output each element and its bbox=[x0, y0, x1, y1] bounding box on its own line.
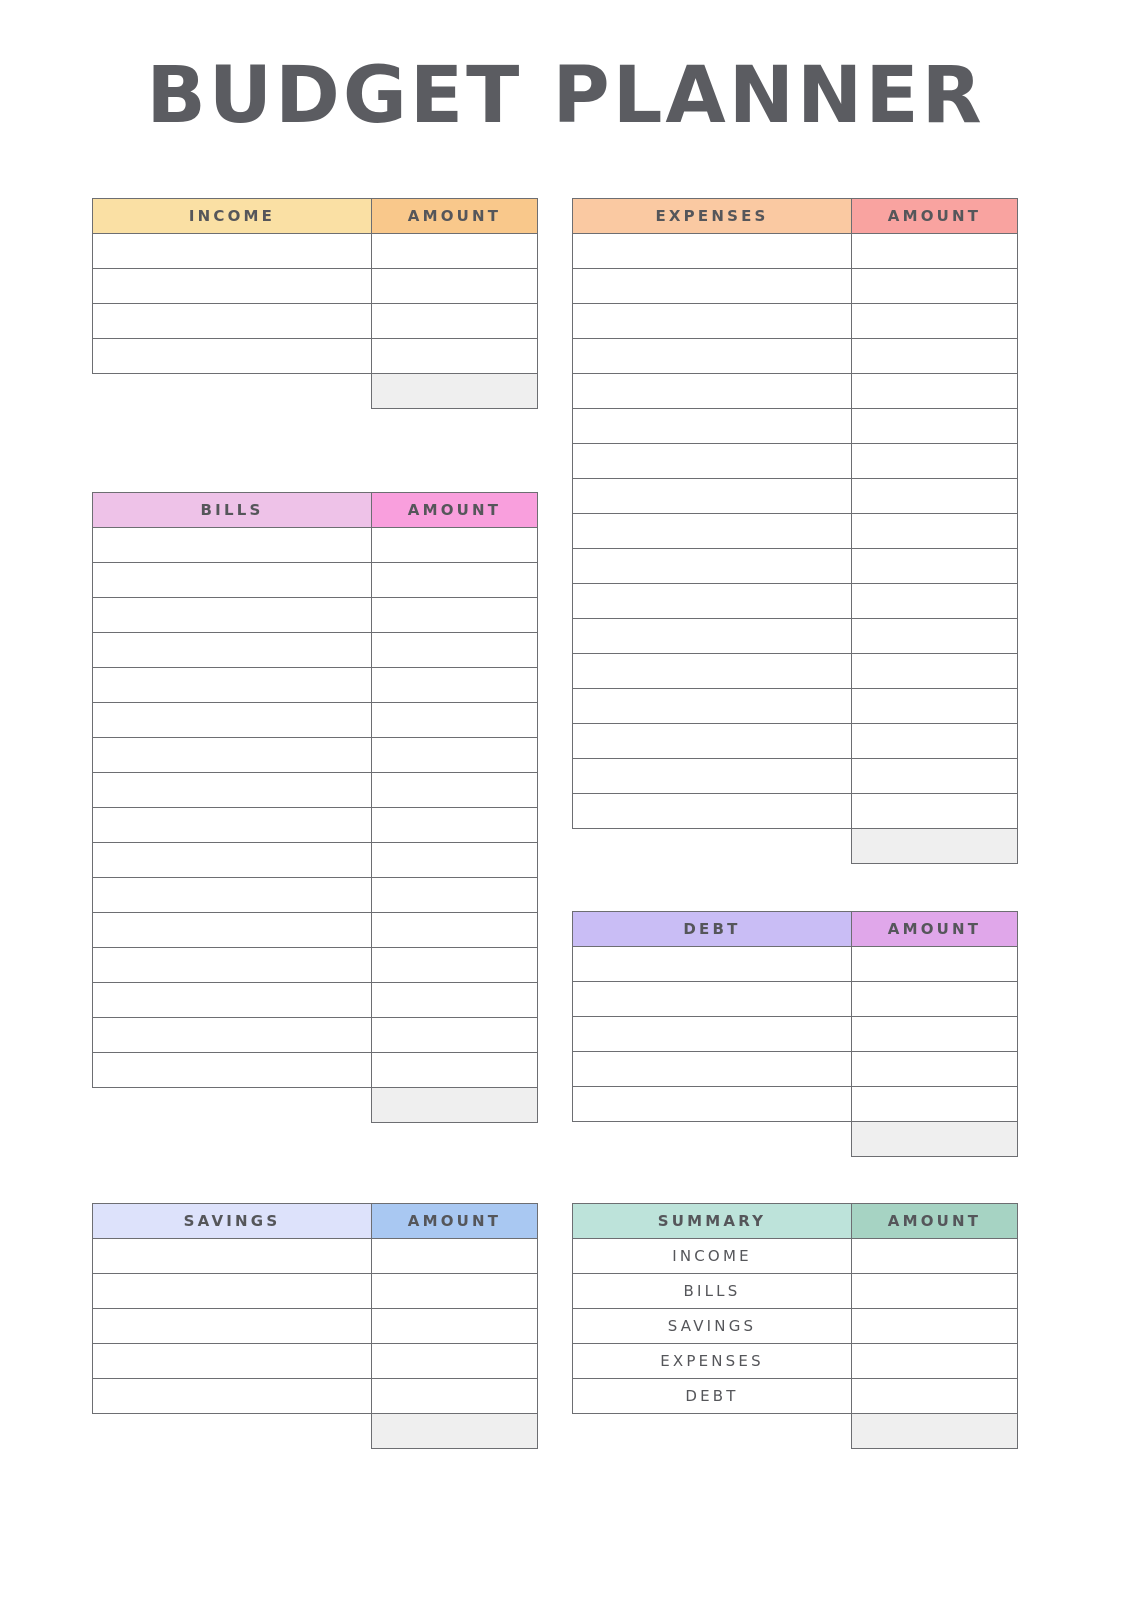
debt-row-0-label[interactable] bbox=[573, 947, 852, 982]
debt-row-4-label[interactable] bbox=[573, 1087, 852, 1122]
bills-row-15-label[interactable] bbox=[93, 1053, 372, 1088]
expenses-total-spacer bbox=[573, 829, 852, 864]
table-row[interactable] bbox=[573, 444, 1018, 479]
expenses-row-6-label[interactable] bbox=[573, 444, 852, 479]
table-row[interactable] bbox=[573, 304, 1018, 339]
income-row-1-amount[interactable] bbox=[372, 269, 538, 304]
summary-row-4-label: DEBT bbox=[573, 1379, 852, 1414]
income-total-row bbox=[93, 374, 538, 409]
summary-table bbox=[572, 1203, 1018, 1449]
summary-row-0-amount[interactable] bbox=[852, 1239, 1018, 1274]
expenses-row-12-amount[interactable] bbox=[852, 654, 1018, 689]
page-title: BUDGET PLANNER bbox=[146, 51, 985, 141]
table-row[interactable] bbox=[93, 1018, 538, 1053]
income-row-2-amount[interactable] bbox=[372, 304, 538, 339]
expenses-row-10-label[interactable] bbox=[573, 584, 852, 619]
bills-row-14-label[interactable] bbox=[93, 1018, 372, 1053]
summary-total-amount[interactable] bbox=[852, 1414, 1018, 1449]
expenses-header-amount: AMOUNT bbox=[852, 199, 1018, 234]
summary-header-row bbox=[573, 1204, 1018, 1239]
debt-header-label: DEBT bbox=[573, 912, 852, 947]
table-row[interactable] bbox=[93, 269, 538, 304]
summary-table-body bbox=[573, 1204, 1018, 1449]
table-row[interactable] bbox=[573, 374, 1018, 409]
expenses-row-9-amount[interactable] bbox=[852, 549, 1018, 584]
table-row[interactable] bbox=[93, 304, 538, 339]
table-row[interactable] bbox=[93, 983, 538, 1018]
income-table bbox=[92, 198, 538, 409]
table-row[interactable] bbox=[93, 773, 538, 808]
summary-row-3-label: EXPENSES bbox=[573, 1344, 852, 1379]
expenses-row-2-amount[interactable] bbox=[852, 304, 1018, 339]
debt-row-1-label[interactable] bbox=[573, 982, 852, 1017]
expenses-row-3-label[interactable] bbox=[573, 339, 852, 374]
expenses-row-15-amount[interactable] bbox=[852, 759, 1018, 794]
income-row-1-label[interactable] bbox=[93, 269, 372, 304]
table-row[interactable] bbox=[573, 619, 1018, 654]
bills-row-9-amount[interactable] bbox=[372, 843, 538, 878]
table-row[interactable] bbox=[573, 689, 1018, 724]
bills-row-13-amount[interactable] bbox=[372, 983, 538, 1018]
table-row[interactable] bbox=[93, 668, 538, 703]
bills-table bbox=[92, 492, 538, 1123]
expenses-header-label: EXPENSES bbox=[573, 199, 852, 234]
table-row[interactable] bbox=[573, 234, 1018, 269]
table-row[interactable] bbox=[573, 269, 1018, 304]
bills-row-10-label[interactable] bbox=[93, 878, 372, 913]
bills-row-11-label[interactable] bbox=[93, 913, 372, 948]
savings-row-1-amount[interactable] bbox=[372, 1274, 538, 1309]
bills-header-label: BILLS bbox=[93, 493, 372, 528]
expenses-row-16-amount[interactable] bbox=[852, 794, 1018, 829]
table-row[interactable] bbox=[573, 1017, 1018, 1052]
income-header-amount: AMOUNT bbox=[372, 199, 538, 234]
bills-row-4-label[interactable] bbox=[93, 668, 372, 703]
table-row[interactable] bbox=[93, 234, 538, 269]
bills-row-5-label[interactable] bbox=[93, 703, 372, 738]
bills-row-13-label[interactable] bbox=[93, 983, 372, 1018]
summary-row-1-amount[interactable] bbox=[852, 1274, 1018, 1309]
bills-row-2-label[interactable] bbox=[93, 598, 372, 633]
debt-total-spacer bbox=[573, 1122, 852, 1157]
expenses-row-5-label[interactable] bbox=[573, 409, 852, 444]
bills-row-2-amount[interactable] bbox=[372, 598, 538, 633]
savings-row-0-label[interactable] bbox=[93, 1239, 372, 1274]
expenses-row-5-amount[interactable] bbox=[852, 409, 1018, 444]
income-row-2-label[interactable] bbox=[93, 304, 372, 339]
expenses-row-10-amount[interactable] bbox=[852, 584, 1018, 619]
savings-total-spacer bbox=[93, 1414, 372, 1449]
summary-row-0-label: INCOME bbox=[573, 1239, 852, 1274]
summary-row-4-amount[interactable] bbox=[852, 1379, 1018, 1414]
table-row[interactable] bbox=[93, 913, 538, 948]
debt-table-body bbox=[573, 912, 1018, 1157]
income-header-label: INCOME bbox=[93, 199, 372, 234]
expenses-row-3-amount[interactable] bbox=[852, 339, 1018, 374]
table-row[interactable] bbox=[93, 563, 538, 598]
bills-row-3-amount[interactable] bbox=[372, 633, 538, 668]
table-row[interactable] bbox=[93, 703, 538, 738]
expenses-row-4-label[interactable] bbox=[573, 374, 852, 409]
expenses-row-1-amount[interactable] bbox=[852, 269, 1018, 304]
table-row[interactable] bbox=[573, 549, 1018, 584]
bills-header-row bbox=[93, 493, 538, 528]
expenses-row-13-amount[interactable] bbox=[852, 689, 1018, 724]
expenses-row-12-label[interactable] bbox=[573, 654, 852, 689]
bills-row-6-amount[interactable] bbox=[372, 738, 538, 773]
summary-row-3-amount[interactable] bbox=[852, 1344, 1018, 1379]
bills-row-12-amount[interactable] bbox=[372, 948, 538, 983]
bills-row-3-label[interactable] bbox=[93, 633, 372, 668]
table-row[interactable] bbox=[93, 948, 538, 983]
debt-total-row bbox=[573, 1122, 1018, 1157]
debt-row-3-label[interactable] bbox=[573, 1052, 852, 1087]
table-row[interactable] bbox=[93, 1274, 538, 1309]
bills-row-14-amount[interactable] bbox=[372, 1018, 538, 1053]
bills-row-6-label[interactable] bbox=[93, 738, 372, 773]
expenses-row-2-label[interactable] bbox=[573, 304, 852, 339]
table-row[interactable] bbox=[93, 1344, 538, 1379]
savings-row-1-label[interactable] bbox=[93, 1274, 372, 1309]
bills-total-amount[interactable] bbox=[372, 1088, 538, 1123]
table-row[interactable] bbox=[93, 339, 538, 374]
savings-table-body bbox=[93, 1204, 538, 1449]
table-row[interactable] bbox=[573, 514, 1018, 549]
debt-header-amount: AMOUNT bbox=[852, 912, 1018, 947]
expenses-row-16-label[interactable] bbox=[573, 794, 852, 829]
bills-total-spacer bbox=[93, 1088, 372, 1123]
summary-header-amount: AMOUNT bbox=[852, 1204, 1018, 1239]
table-row[interactable] bbox=[93, 1239, 538, 1274]
expenses-row-8-amount[interactable] bbox=[852, 514, 1018, 549]
debt-row-3-amount[interactable] bbox=[852, 1052, 1018, 1087]
expenses-total-amount[interactable] bbox=[852, 829, 1018, 864]
table-row[interactable] bbox=[573, 1344, 1018, 1379]
table-row[interactable] bbox=[93, 878, 538, 913]
expenses-table-body bbox=[573, 199, 1018, 864]
debt-row-2-amount[interactable] bbox=[852, 1017, 1018, 1052]
debt-row-2-label[interactable] bbox=[573, 1017, 852, 1052]
table-row[interactable] bbox=[573, 947, 1018, 982]
debt-header-row bbox=[573, 912, 1018, 947]
income-header-row bbox=[93, 199, 538, 234]
table-row[interactable] bbox=[573, 654, 1018, 689]
table-row[interactable] bbox=[573, 479, 1018, 514]
income-total-amount[interactable] bbox=[372, 374, 538, 409]
expenses-row-8-label[interactable] bbox=[573, 514, 852, 549]
expenses-row-14-label[interactable] bbox=[573, 724, 852, 759]
income-row-0-amount[interactable] bbox=[372, 234, 538, 269]
table-row[interactable] bbox=[93, 528, 538, 563]
savings-header-row bbox=[93, 1204, 538, 1239]
expenses-row-9-label[interactable] bbox=[573, 549, 852, 584]
income-total-spacer bbox=[93, 374, 372, 409]
bills-row-8-amount[interactable] bbox=[372, 808, 538, 843]
expenses-row-1-label[interactable] bbox=[573, 269, 852, 304]
savings-total-row bbox=[93, 1414, 538, 1449]
savings-row-4-amount[interactable] bbox=[372, 1379, 538, 1414]
bills-row-15-amount[interactable] bbox=[372, 1053, 538, 1088]
expenses-row-0-amount[interactable] bbox=[852, 234, 1018, 269]
bills-row-0-amount[interactable] bbox=[372, 528, 538, 563]
debt-row-1-amount[interactable] bbox=[852, 982, 1018, 1017]
savings-table bbox=[92, 1203, 538, 1449]
table-row[interactable] bbox=[573, 982, 1018, 1017]
table-row[interactable] bbox=[573, 1239, 1018, 1274]
table-row[interactable] bbox=[573, 1087, 1018, 1122]
table-row[interactable] bbox=[573, 339, 1018, 374]
expenses-row-11-amount[interactable] bbox=[852, 619, 1018, 654]
savings-row-4-label[interactable] bbox=[93, 1379, 372, 1414]
bills-total-row bbox=[93, 1088, 538, 1123]
table-row[interactable] bbox=[573, 1309, 1018, 1344]
table-row[interactable] bbox=[93, 1053, 538, 1088]
income-table-body bbox=[93, 199, 538, 409]
table-row[interactable] bbox=[93, 808, 538, 843]
table-row[interactable] bbox=[93, 1379, 538, 1414]
bills-row-9-label[interactable] bbox=[93, 843, 372, 878]
expenses-header-row bbox=[573, 199, 1018, 234]
table-row[interactable] bbox=[93, 843, 538, 878]
table-row[interactable] bbox=[93, 633, 538, 668]
savings-total-amount[interactable] bbox=[372, 1414, 538, 1449]
savings-header-label: SAVINGS bbox=[93, 1204, 372, 1239]
income-row-3-amount[interactable] bbox=[372, 339, 538, 374]
expenses-total-row bbox=[573, 829, 1018, 864]
expenses-row-13-label[interactable] bbox=[573, 689, 852, 724]
savings-row-3-label[interactable] bbox=[93, 1344, 372, 1379]
table-row[interactable] bbox=[573, 794, 1018, 829]
bills-row-8-label[interactable] bbox=[93, 808, 372, 843]
table-row[interactable] bbox=[573, 584, 1018, 619]
expenses-row-15-label[interactable] bbox=[573, 759, 852, 794]
bills-row-5-amount[interactable] bbox=[372, 703, 538, 738]
summary-total-row bbox=[573, 1414, 1018, 1449]
table-row[interactable] bbox=[573, 724, 1018, 759]
table-row[interactable] bbox=[573, 759, 1018, 794]
savings-row-2-amount[interactable] bbox=[372, 1309, 538, 1344]
expenses-row-0-label[interactable] bbox=[573, 234, 852, 269]
summary-row-2-label: SAVINGS bbox=[573, 1309, 852, 1344]
bills-row-11-amount[interactable] bbox=[372, 913, 538, 948]
expenses-row-11-label[interactable] bbox=[573, 619, 852, 654]
savings-header-amount: AMOUNT bbox=[372, 1204, 538, 1239]
debt-total-amount[interactable] bbox=[852, 1122, 1018, 1157]
savings-row-3-amount[interactable] bbox=[372, 1344, 538, 1379]
savings-row-2-label[interactable] bbox=[93, 1309, 372, 1344]
bills-row-7-label[interactable] bbox=[93, 773, 372, 808]
table-row[interactable] bbox=[93, 738, 538, 773]
income-row-3-label[interactable] bbox=[93, 339, 372, 374]
summary-total-spacer bbox=[573, 1414, 852, 1449]
bills-header-amount: AMOUNT bbox=[372, 493, 538, 528]
bills-row-1-amount[interactable] bbox=[372, 563, 538, 598]
table-row[interactable] bbox=[573, 1379, 1018, 1414]
bills-row-10-amount[interactable] bbox=[372, 878, 538, 913]
table-row[interactable] bbox=[93, 1309, 538, 1344]
summary-row-2-amount[interactable] bbox=[852, 1309, 1018, 1344]
savings-row-0-amount[interactable] bbox=[372, 1239, 538, 1274]
income-row-0-label[interactable] bbox=[93, 234, 372, 269]
expenses-row-6-amount[interactable] bbox=[852, 444, 1018, 479]
bills-row-12-label[interactable] bbox=[93, 948, 372, 983]
expenses-row-7-label[interactable] bbox=[573, 479, 852, 514]
debt-table bbox=[572, 911, 1018, 1157]
summary-row-1-label: BILLS bbox=[573, 1274, 852, 1309]
bills-row-1-label[interactable] bbox=[93, 563, 372, 598]
expenses-row-7-amount[interactable] bbox=[852, 479, 1018, 514]
debt-row-0-amount[interactable] bbox=[852, 947, 1018, 982]
table-row[interactable] bbox=[573, 1052, 1018, 1087]
table-row[interactable] bbox=[573, 1274, 1018, 1309]
bills-table-body bbox=[93, 493, 538, 1123]
table-row[interactable] bbox=[573, 409, 1018, 444]
expenses-row-4-amount[interactable] bbox=[852, 374, 1018, 409]
bills-row-7-amount[interactable] bbox=[372, 773, 538, 808]
bills-row-4-amount[interactable] bbox=[372, 668, 538, 703]
debt-row-4-amount[interactable] bbox=[852, 1087, 1018, 1122]
table-row[interactable] bbox=[93, 598, 538, 633]
expenses-row-14-amount[interactable] bbox=[852, 724, 1018, 759]
bills-row-0-label[interactable] bbox=[93, 528, 372, 563]
expenses-table bbox=[572, 198, 1018, 864]
summary-header-label: SUMMARY bbox=[573, 1204, 852, 1239]
